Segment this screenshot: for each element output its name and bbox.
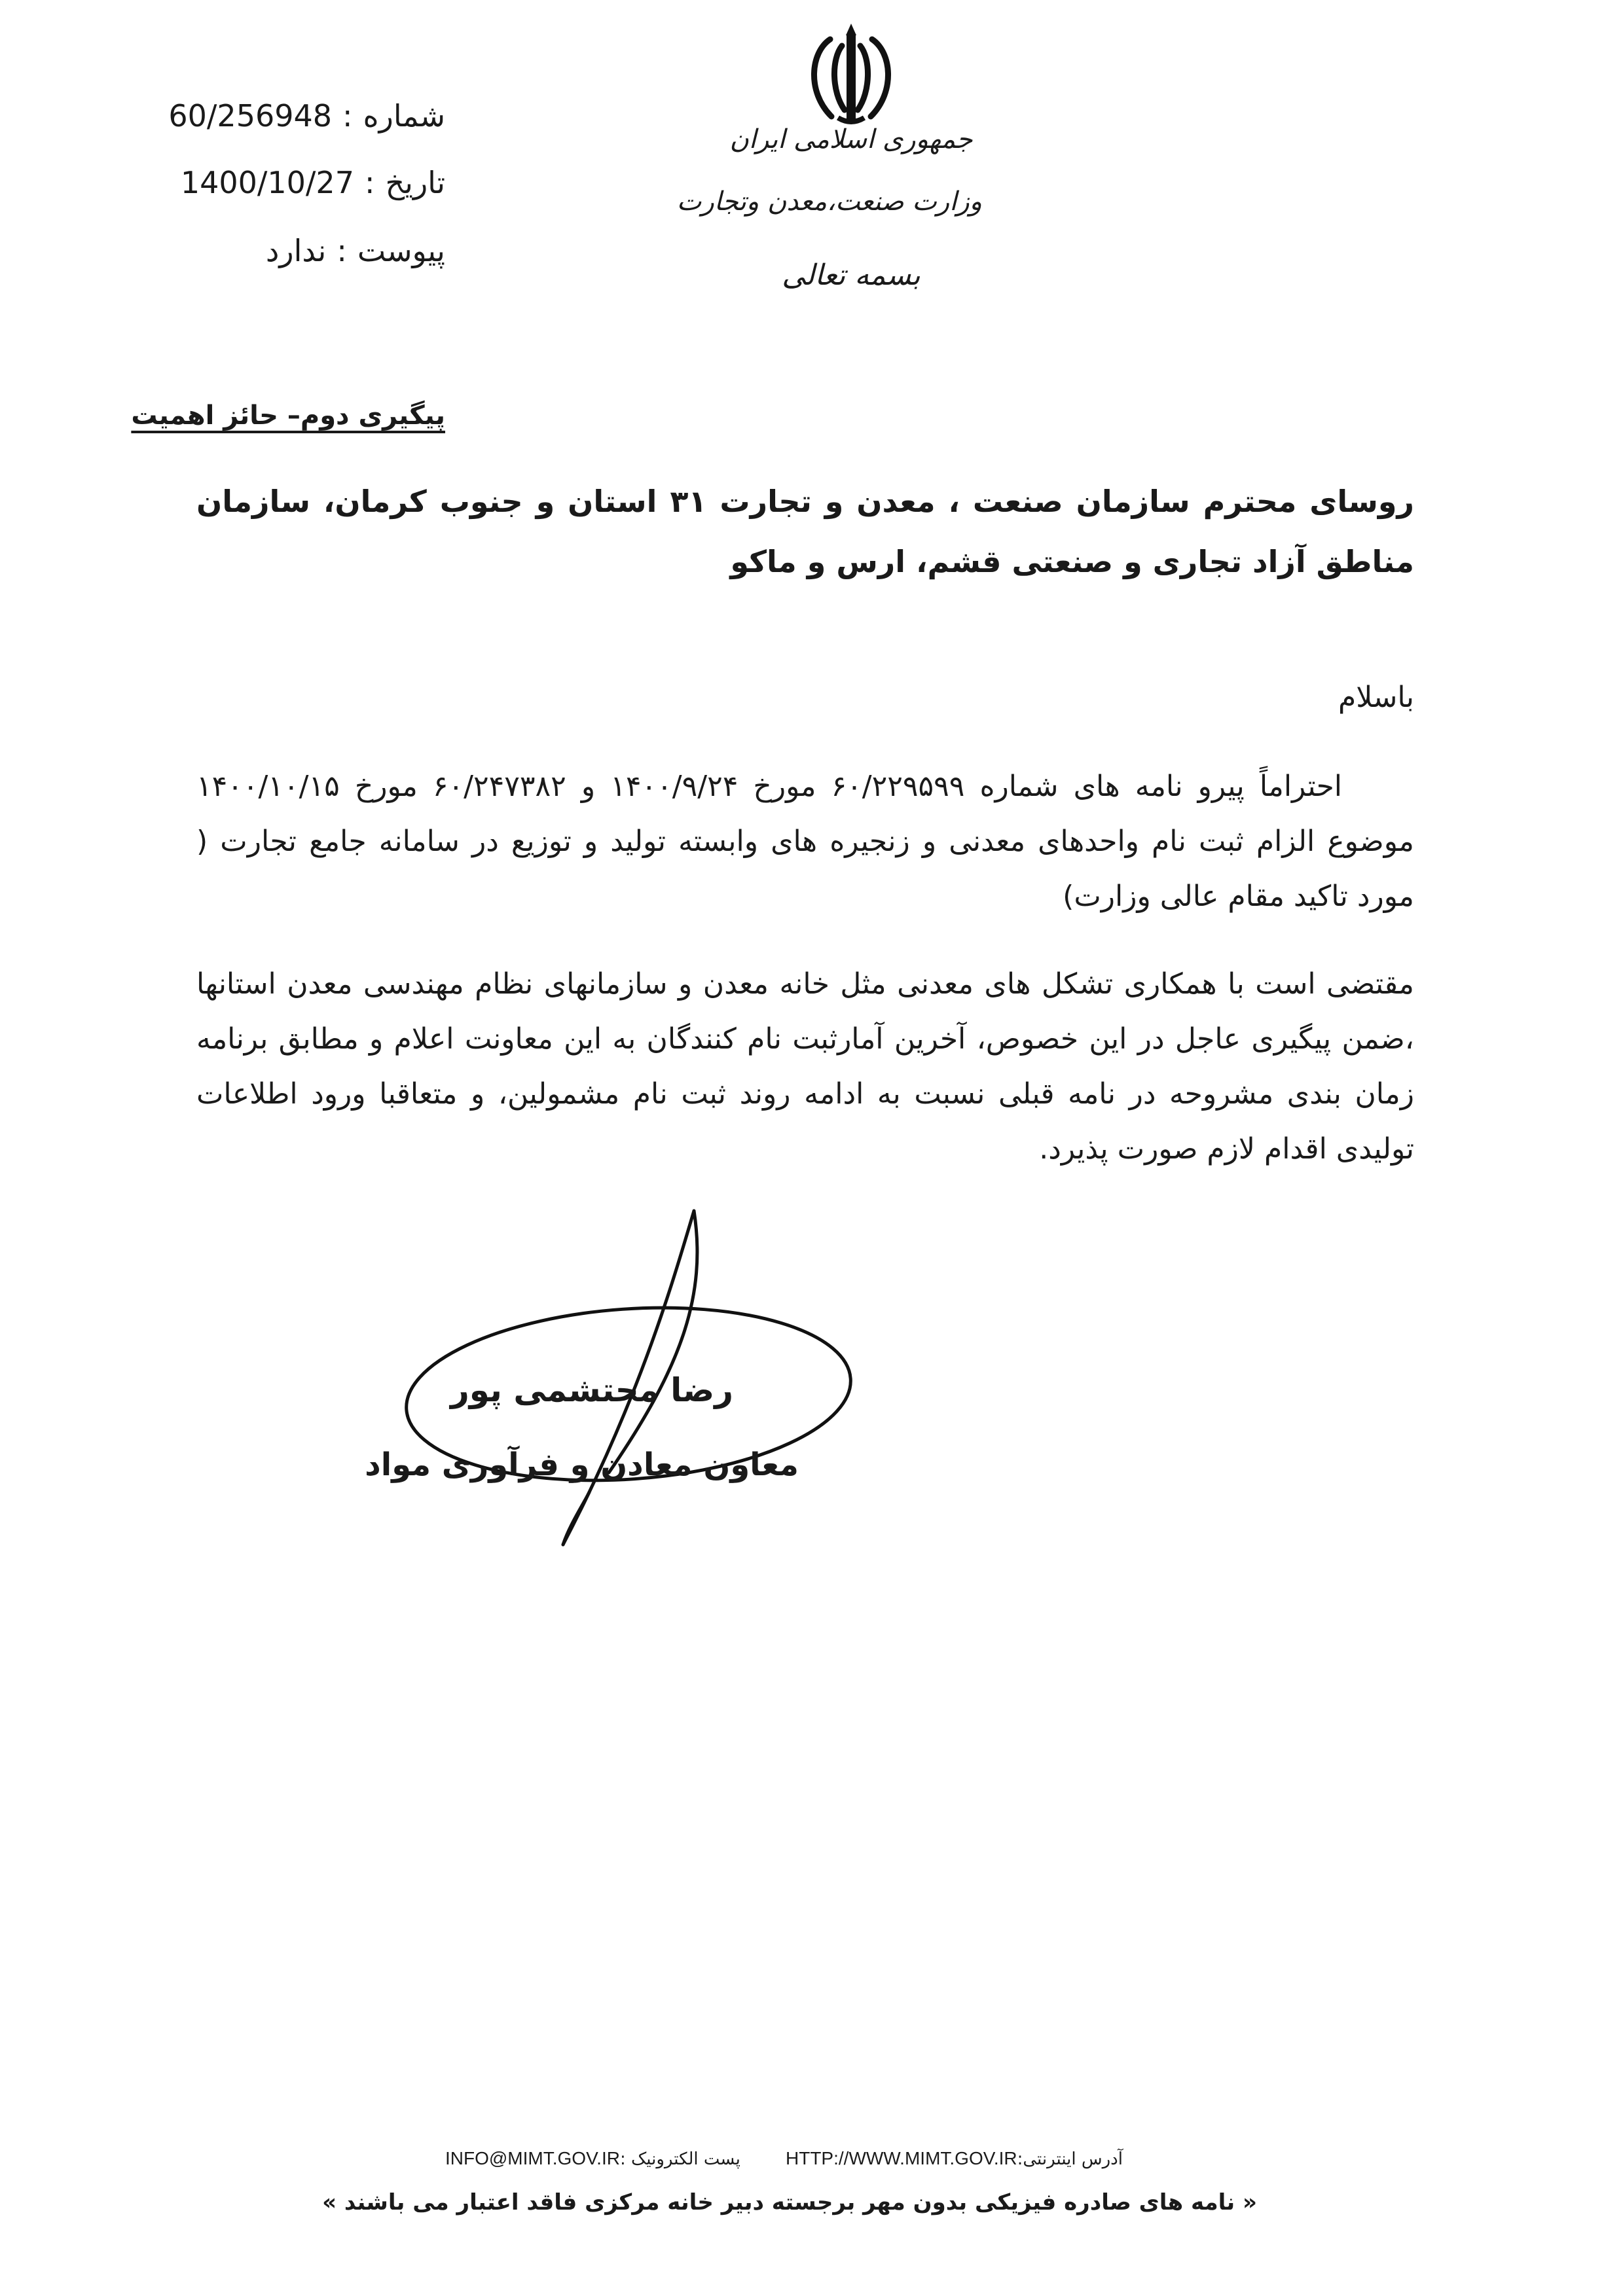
- letter-number-label: شماره: [363, 98, 445, 134]
- footer-website: HTTP://WWW.MIMT.GOV.IR: [786, 2148, 1017, 2168]
- footer-email-label: پست الکترونیک :: [619, 2149, 740, 2169]
- letter-date-separator: :: [364, 165, 375, 200]
- letter-date-label: تاریخ: [385, 165, 445, 200]
- footer-contacts: [393, 2148, 1244, 2181]
- footer-notice: « نامه های صادره فیزیکی بدون مهر برجسته دبیر خانه مرکزی فاقد اعتبار می باشند »: [322, 2189, 1257, 2215]
- priority-note: پیگیری دوم– حائز اهمیت: [131, 401, 445, 431]
- addressee: روسای محترم سازمان صنعت ، معدن و تجارت ۳۱ استان و جنوب کرمان، سازمان مناطق آزاد تجاری و صنعتی قشم، ارس و ماکو: [196, 484, 1414, 579]
- letter-attachment-label: پیوست: [357, 233, 445, 268]
- footer-email: INFO@MIMT.GOV.IR: [445, 2148, 620, 2168]
- letter-attachment: [131, 233, 445, 285]
- iran-emblem-icon: [792, 20, 910, 131]
- letter-attachment-value: ندارد: [265, 233, 327, 268]
- signer-name: رضا محتشمی پور: [450, 1371, 733, 1409]
- salutation: باسلام: [1338, 681, 1414, 714]
- letter-number: [131, 98, 445, 151]
- body-paragraph-2: مقتضی است با همکاری تشکل های معدنی مثل خانه معدن و سازمانهای نظام مهندسی معدن استانها ،ضمن پیگیری عاجل در این خصوص، آخرین آمارثبت نام کنندگان به این معاونت اعلام و مطابق برنامه زمان بندی مشروحه در نامه قبلی نسبت به ادامه روند ثبت نام مشمولین، و متعاقبا ورود اطلاعات تولیدی اقدام لازم صورت پذیرد.: [196, 967, 1414, 1166]
- invocation: بسمه تعالی: [782, 259, 921, 292]
- country-name: جمهوری اسلامی ایران: [729, 124, 973, 154]
- footer-email-group: [445, 2148, 740, 2169]
- body-paragraph-1: احتراماً پیرو نامه های شماره ۶۰/۲۲۹۵۹۹ مورخ ۱۴۰۰/۹/۲۴ و ۶۰/۲۴۷۳۸۲ مورخ ۱۴۰۰/۱۰/۱۵ موضوع الزام ثبت نام واحدهای معدنی و زنجیره های وابسته تولید و توزیع در سامانه جامع تجارت ( مورد تاکید مقام عالی وزارت): [196, 770, 1414, 913]
- letter-attachment-separator: :: [337, 233, 347, 268]
- footer-website-label: آدرس اینترنتی:: [1017, 2149, 1123, 2169]
- letter-date: [131, 165, 445, 217]
- letter-date-value: 1400/10/27: [180, 165, 354, 200]
- letter-number-value: 60/256948: [168, 98, 333, 134]
- footer-website-group: [786, 2148, 1123, 2169]
- ministry-name: وزارت صنعت،معدن وتجارت: [676, 187, 982, 217]
- letter-number-separator: :: [342, 98, 353, 134]
- signer-title: معاون معادن و فرآوری مواد: [365, 1446, 799, 1483]
